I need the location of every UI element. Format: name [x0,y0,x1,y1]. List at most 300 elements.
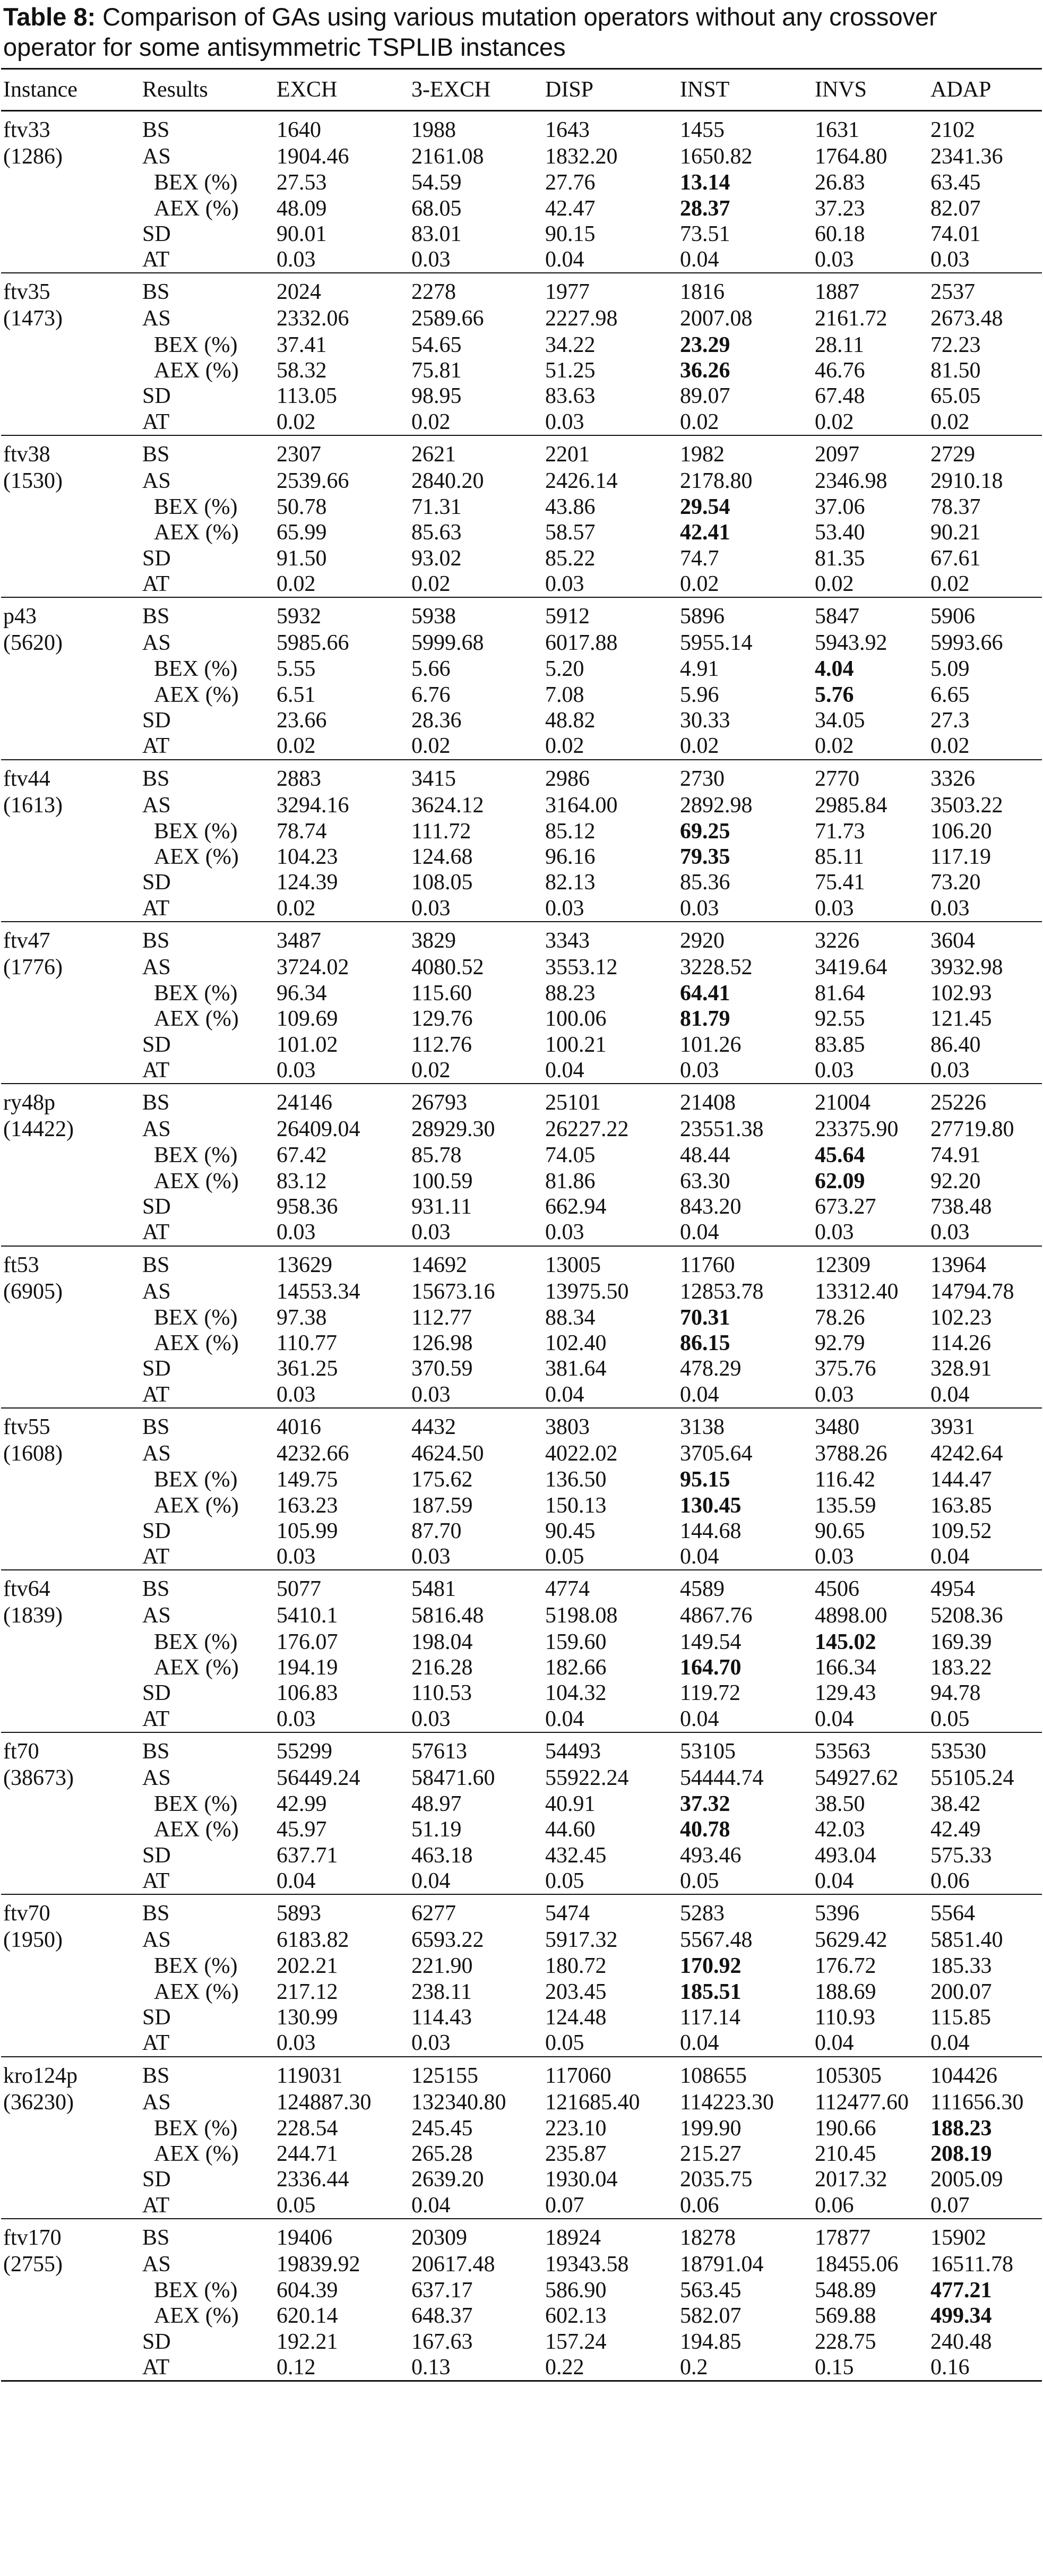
header-exch: EXCH [274,69,409,111]
instance-cell-empty [1,1006,140,1032]
value-cell-exch: 90.01 [277,221,327,246]
value-cell-inst: 130.45 [680,1493,742,1518]
value-cell-invs: 67.48 [815,384,865,409]
value-cell-inst: 36.26 [680,358,730,383]
value-cell-adap: 2910.18 [930,468,1003,493]
value-cell-invs: 2770 [815,766,859,791]
table-row [1,2278,1042,2303]
value-cell-adap: 3932.98 [930,955,1003,980]
metric-label: SD [142,1681,171,1706]
value-cell-3-exch: 5.66 [411,657,451,682]
table-row [1,545,1042,571]
value-cell-adap: 102.93 [930,981,992,1006]
value-cell-exch: 110.77 [277,1331,337,1356]
value-cell-disp: 182.66 [545,1655,607,1680]
value-cell-adap: 121.45 [930,1007,992,1032]
table-row [1,819,1042,844]
value-cell-adap: 102.23 [930,1305,992,1330]
value-cell-inst: 0.2 [680,2355,708,2380]
value-cell-exch: 67.42 [277,1143,327,1168]
value-cell-invs: 1631 [815,118,859,143]
value-cell-invs: 0.03 [815,247,854,272]
instance-cell-empty [1,2167,140,2192]
table-row [1,494,1042,520]
value-cell-exch: 2332.06 [277,306,349,331]
value-cell-3-exch: 98.95 [411,384,462,409]
instance-group [1,597,1042,759]
value-cell-disp: 3553.12 [545,955,618,980]
value-cell-inst: 40.78 [680,1817,730,1842]
value-cell-adap: 5906 [930,604,975,629]
value-cell-disp: 5.20 [545,657,584,682]
instance-cell-empty [1,2329,140,2355]
value-cell-disp: 90.15 [545,221,596,246]
metric-label: AS [142,468,171,493]
value-cell-adap: 3931 [930,1415,975,1440]
value-cell-3-exch: 0.03 [411,2031,451,2056]
value-cell-invs: 54927.62 [815,1765,899,1790]
table-row [1,1440,1042,1467]
instance-cell-empty [1,247,140,273]
value-cell-invs: 188.69 [815,1979,876,2004]
table-row [1,2355,1042,2381]
value-cell-3-exch: 124.68 [411,845,473,870]
metric-label: AT [142,1868,170,1893]
value-cell-disp: 88.34 [545,1305,596,1330]
instance-cell-empty [1,1655,140,1680]
value-cell-3-exch: 0.03 [411,247,451,272]
instance-cell-empty [1,170,140,195]
instance-cell-empty [1,1058,140,1084]
instance-name: p43 [3,604,37,629]
header-instance: Instance [1,69,140,111]
value-cell-disp: 88.23 [545,981,596,1006]
instance-cell [1,922,140,981]
value-cell-invs: 23375.90 [815,1117,899,1142]
instance-cell-empty [1,2278,140,2303]
table-row [1,111,1042,144]
table-row [1,2167,1042,2192]
value-cell-3-exch: 48.97 [411,1791,462,1816]
instance-optimum: (2755) [3,2252,63,2277]
value-cell-disp: 0.02 [545,734,584,759]
value-cell-exch: 202.21 [277,1954,338,1979]
value-cell-disp: 5917.32 [545,1928,618,1953]
table-row [1,1330,1042,1356]
value-cell-disp: 0.04 [545,1058,584,1083]
value-cell-3-exch: 85.63 [411,520,462,545]
value-cell-invs: 53.40 [815,520,865,545]
metric-label: AS [142,1117,171,1142]
value-cell-disp: 4022.02 [545,1441,618,1466]
table-row [1,760,1042,792]
value-cell-adap: 2673.48 [930,306,1003,331]
instance-cell-empty [1,1305,140,1330]
value-cell-3-exch: 75.81 [411,358,462,383]
value-cell-3-exch: 112.76 [411,1032,472,1057]
value-cell-exch: 45.97 [277,1817,327,1842]
value-cell-inst: 2920 [680,928,725,953]
value-cell-inst: 478.29 [680,1356,742,1381]
instance-cell-empty [1,494,140,520]
value-cell-3-exch: 115.60 [411,981,472,1006]
value-cell-invs: 92.55 [815,1007,865,1032]
value-cell-invs: 3480 [815,1415,859,1440]
value-cell-3-exch: 6.76 [411,682,451,707]
value-cell-invs: 548.89 [815,2278,876,2303]
table-row [1,221,1042,247]
metric-label: BEX (%) [154,1791,238,1816]
value-cell-inst: 5567.48 [680,1928,753,1953]
metric-label: BS [142,1415,170,1440]
value-cell-disp: 5474 [545,1901,590,1926]
value-cell-exch: 27.53 [277,170,327,195]
value-cell-exch: 244.71 [277,2142,338,2167]
value-cell-3-exch: 0.04 [411,1868,451,1893]
value-cell-inst: 0.05 [680,1868,719,1893]
instance-group [1,2057,1042,2219]
value-cell-3-exch: 2589.66 [411,306,484,331]
value-cell-inst: 4867.76 [680,1603,753,1628]
table-row [1,2030,1042,2056]
value-cell-3-exch: 0.03 [411,1382,451,1407]
table-header [1,69,1042,111]
value-cell-adap: 0.05 [930,1706,970,1731]
value-cell-exch: 78.74 [277,819,327,844]
value-cell-exch: 0.02 [277,896,316,921]
value-cell-invs: 4506 [815,1577,859,1602]
value-cell-inst: 563.45 [680,2278,742,2303]
value-cell-invs: 145.02 [815,1629,876,1654]
value-cell-3-exch: 265.28 [411,2142,473,2167]
value-cell-inst: 108655 [680,2063,747,2088]
value-cell-disp: 58.57 [545,520,596,545]
instance-cell-empty [1,896,140,922]
value-cell-invs: 62.09 [815,1169,865,1193]
value-cell-inst: 18791.04 [680,2252,764,2277]
value-cell-disp: 34.22 [545,332,596,357]
value-cell-disp: 1977 [545,280,590,305]
value-cell-invs: 60.18 [815,221,865,246]
instance-name: ftv70 [3,1901,50,1926]
instance-cell-empty [1,1868,140,1894]
metric-label: AS [142,1928,171,1953]
value-cell-invs: 0.03 [815,1058,854,1083]
value-cell-inst: 1650.82 [680,144,753,169]
instance-group [1,1570,1042,1732]
value-cell-3-exch: 175.62 [411,1467,473,1492]
metric-label: BS [142,604,170,629]
table-row [1,844,1042,870]
value-cell-exch: 1904.46 [277,144,349,169]
value-cell-inst: 28.37 [680,196,730,221]
instance-optimum: (1839) [3,1603,63,1628]
value-cell-exch: 96.34 [277,981,327,1006]
metric-label: SD [142,2005,171,2030]
value-cell-disp: 1643 [545,118,590,143]
value-cell-disp: 26227.22 [545,1117,629,1142]
value-cell-adap: 4242.64 [930,1441,1003,1466]
metric-label: BEX (%) [154,2278,238,2303]
value-cell-3-exch: 132340.80 [411,2090,506,2115]
table-row [1,597,1042,630]
value-cell-invs: 92.79 [815,1331,865,1356]
instance-group [1,1732,1042,1894]
value-cell-invs: 569.88 [815,2304,876,2329]
value-cell-disp: 0.03 [545,409,584,434]
metric-label: SD [142,1843,171,1868]
results-table [1,68,1042,2382]
table-row [1,1278,1042,1305]
value-cell-inst: 144.68 [680,1518,742,1543]
instance-cell-empty [1,1842,140,1868]
value-cell-invs: 5.76 [815,682,854,707]
value-cell-invs: 53563 [815,1739,870,1764]
value-cell-inst: 0.04 [680,2031,719,2056]
table-row [1,1032,1042,1058]
value-cell-exch: 19406 [277,2225,332,2250]
metric-label: AS [142,955,171,980]
instance-cell [1,435,140,494]
value-cell-exch: 23.66 [277,708,327,733]
instance-group [1,2219,1042,2381]
table-row [1,1979,1042,2004]
instance-cell-empty [1,1467,140,1492]
value-cell-exch: 55299 [277,1739,332,1764]
value-cell-disp: 25101 [545,1090,601,1115]
value-cell-invs: 0.02 [815,409,854,434]
value-cell-invs: 116.42 [815,1467,875,1492]
value-cell-adap: 0.02 [930,734,970,759]
value-cell-invs: 28.11 [815,332,864,357]
value-cell-exch: 0.03 [277,1544,316,1569]
metric-label: BS [142,442,170,467]
instance-cell-empty [1,1544,140,1570]
metric-label: SD [142,1518,171,1543]
value-cell-exch: 217.12 [277,1979,338,2004]
value-cell-inst: 54444.74 [680,1765,764,1790]
instance-optimum: (1950) [3,1928,63,1953]
metric-label: AEX (%) [154,2142,239,2167]
value-cell-inst: 12853.78 [680,1279,764,1304]
value-cell-3-exch: 2639.20 [411,2167,484,2192]
value-cell-exch: 19839.92 [277,2252,360,2277]
metric-label: AS [142,1765,171,1790]
value-cell-3-exch: 0.13 [411,2355,451,2380]
value-cell-inst: 149.54 [680,1629,742,1654]
metric-label: BS [142,2225,170,2250]
instance-cell-empty [1,383,140,409]
table-row [1,1305,1042,1330]
value-cell-invs: 0.04 [815,2031,854,2056]
instance-optimum: (1530) [3,468,63,493]
value-cell-disp: 381.64 [545,1356,607,1381]
value-cell-adap: 0.16 [930,2355,970,2380]
value-cell-exch: 130.99 [277,2005,338,2030]
value-cell-adap: 5851.40 [930,1928,1003,1953]
metric-label: AEX (%) [154,682,239,707]
value-cell-inst: 23551.38 [680,1117,764,1142]
value-cell-3-exch: 463.18 [411,1843,473,1868]
table-row [1,1220,1042,1246]
metric-label: AT [142,1220,170,1245]
value-cell-3-exch: 221.90 [411,1954,473,1979]
table-row [1,656,1042,682]
value-cell-exch: 113.05 [277,384,337,409]
table-row [1,981,1042,1006]
value-cell-disp: 100.21 [545,1032,607,1057]
instance-cell-empty [1,2355,140,2381]
value-cell-invs: 12309 [815,1252,870,1277]
value-cell-exch: 0.03 [277,247,316,272]
value-cell-adap: 14794.78 [930,1279,1014,1304]
instance-cell-empty [1,1953,140,1979]
value-cell-inst: 2035.75 [680,2167,753,2192]
instance-cell-empty [1,2005,140,2030]
value-cell-3-exch: 58471.60 [411,1765,495,1790]
header-disp: DISP [543,69,678,111]
value-cell-inst: 30.33 [680,708,730,733]
value-cell-disp: 157.24 [545,2329,607,2354]
value-cell-3-exch: 3624.12 [411,793,484,818]
value-cell-disp: 0.04 [545,1382,584,1407]
metric-label: AT [142,571,170,596]
metric-label: AEX (%) [154,1007,239,1032]
instance-cell [1,2219,140,2278]
value-cell-exch: 604.39 [277,2278,338,2303]
value-cell-3-exch: 5816.48 [411,1603,484,1628]
value-cell-3-exch: 110.53 [411,1681,472,1706]
instance-cell-empty [1,870,140,895]
instance-cell-empty [1,1817,140,1842]
instance-name: ftv35 [3,280,50,305]
value-cell-3-exch: 6593.22 [411,1928,484,1953]
value-cell-inst: 164.70 [680,1655,742,1680]
table-row [1,409,1042,435]
value-cell-exch: 0.12 [277,2355,316,2380]
value-cell-3-exch: 0.02 [411,1058,451,1083]
value-cell-exch: 4232.66 [277,1441,349,1466]
value-cell-inst: 2007.08 [680,306,753,331]
table-row [1,1194,1042,1220]
value-cell-3-exch: 3415 [411,766,456,791]
value-cell-invs: 0.15 [815,2355,854,2380]
value-cell-3-exch: 54.65 [411,332,462,357]
table-row [1,630,1042,656]
instance-group [1,435,1042,597]
instance-name: ft53 [3,1252,39,1277]
value-cell-exch: 0.03 [277,1706,316,1731]
table-row [1,2089,1042,2116]
value-cell-inst: 37.32 [680,1791,730,1816]
instance-name: ftv47 [3,928,50,953]
value-cell-inst: 0.03 [680,896,719,921]
instance-cell [1,273,140,332]
value-cell-disp: 13975.50 [545,1279,629,1304]
value-cell-invs: 83.85 [815,1032,865,1057]
metric-label: SD [142,1195,171,1220]
value-cell-adap: 185.33 [930,1954,992,1979]
table-row [1,2219,1042,2251]
value-cell-inst: 0.04 [680,1382,719,1407]
value-cell-exch: 361.25 [277,1356,338,1381]
table-row [1,2141,1042,2167]
value-cell-adap: 0.04 [930,1544,970,1569]
instance-cell-empty [1,819,140,844]
value-cell-invs: 13312.40 [815,1279,899,1304]
instance-name: ftv44 [3,766,50,791]
value-cell-3-exch: 3829 [411,928,456,953]
value-cell-inst: 1982 [680,442,725,467]
value-cell-invs: 0.03 [815,1220,854,1245]
header-adap: ADAP [928,69,1042,111]
metric-label: AEX (%) [154,1979,239,2004]
instance-cell-empty [1,2141,140,2167]
value-cell-invs: 81.64 [815,981,865,1006]
metric-label: AS [142,631,171,656]
value-cell-3-exch: 0.03 [411,1706,451,1731]
instance-cell-empty [1,981,140,1006]
table-row [1,1058,1042,1084]
metric-label: SD [142,2167,171,2192]
value-cell-adap: 67.61 [930,546,981,571]
value-cell-disp: 124.48 [545,2005,607,2030]
table-row [1,520,1042,545]
value-cell-exch: 0.03 [277,1382,316,1407]
value-cell-exch: 0.03 [277,2031,316,2056]
metric-label: BEX (%) [154,332,238,357]
value-cell-inst: 3705.64 [680,1441,753,1466]
value-cell-3-exch: 100.59 [411,1169,473,1193]
table-row [1,1894,1042,1927]
value-cell-disp: 81.86 [545,1169,596,1193]
value-cell-invs: 110.93 [815,2005,875,2030]
instance-cell-empty [1,1979,140,2004]
value-cell-3-exch: 71.31 [411,494,462,519]
value-cell-disp: 6017.88 [545,631,618,656]
value-cell-invs: 0.04 [815,1706,854,1731]
value-cell-exch: 97.38 [277,1305,327,1330]
value-cell-invs: 190.66 [815,2116,876,2141]
value-cell-inst: 5283 [680,1901,725,1926]
value-cell-invs: 4.04 [815,657,854,682]
value-cell-adap: 2537 [930,280,975,305]
table-row [1,2057,1042,2089]
instance-cell-empty [1,409,140,435]
value-cell-adap: 6.65 [930,682,970,707]
value-cell-adap: 27719.80 [930,1117,1014,1142]
metric-label: AS [142,1603,171,1628]
value-cell-invs: 46.76 [815,358,865,383]
instance-cell-empty [1,656,140,682]
value-cell-exch: 106.83 [277,1681,338,1706]
value-cell-adap: 53530 [930,1739,986,1764]
instance-cell [1,1570,140,1629]
value-cell-disp: 85.22 [545,546,596,571]
caption-label: Table 8: [3,3,96,31]
metric-label: AEX (%) [154,1331,239,1356]
value-cell-adap: 575.33 [930,1843,992,1868]
value-cell-adap: 3604 [930,928,975,953]
metric-label: AS [142,2090,171,2115]
value-cell-adap: 188.23 [930,2116,992,2141]
value-cell-inst: 2178.80 [680,468,753,493]
value-cell-invs: 375.76 [815,1356,876,1381]
value-cell-adap: 0.03 [930,896,970,921]
value-cell-invs: 166.34 [815,1655,876,1680]
value-cell-exch: 5985.66 [277,631,349,656]
table-row [1,1765,1042,1791]
